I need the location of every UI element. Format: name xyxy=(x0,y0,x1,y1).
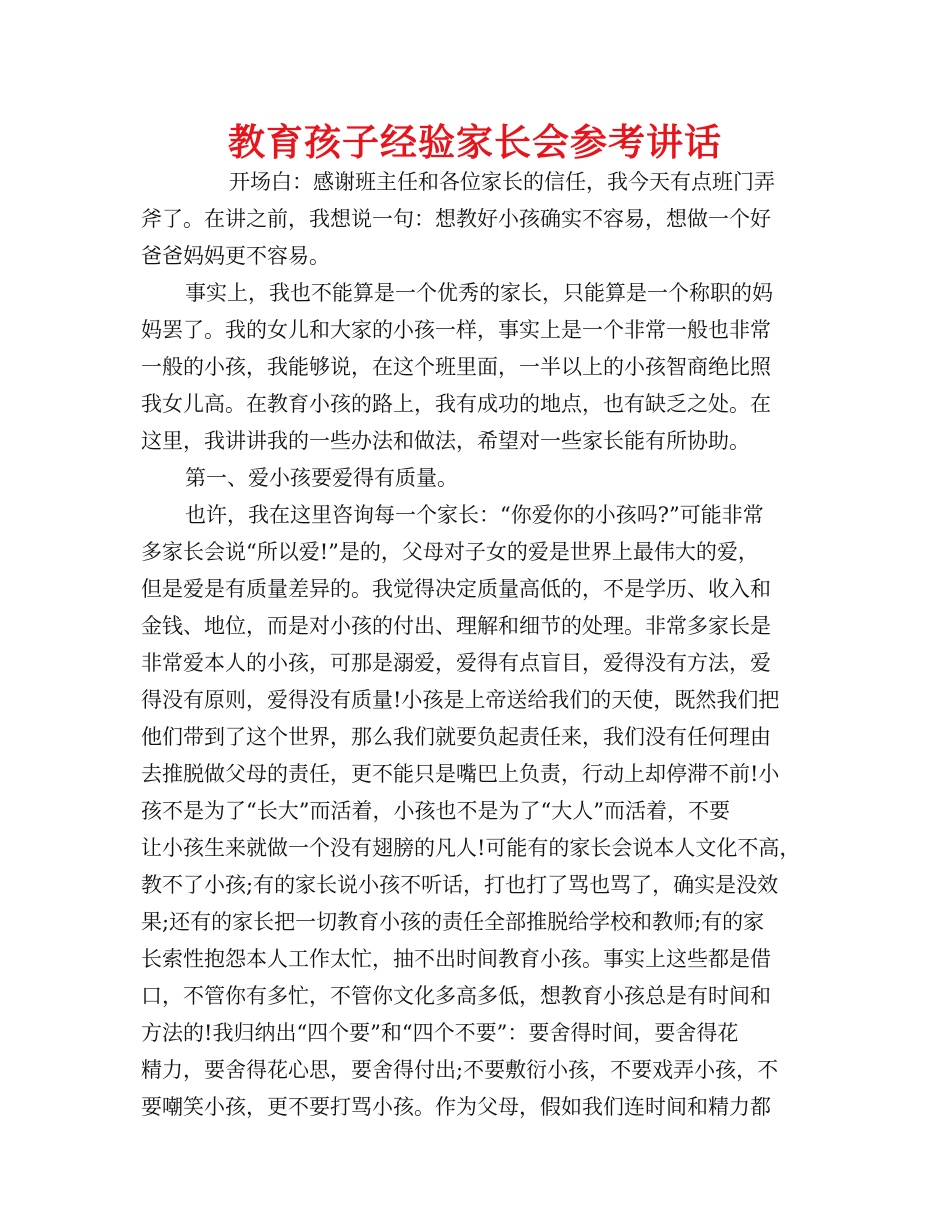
text-line: 但是爱是有质量差异的。我觉得决定质量高低的，不是学历、收入和 xyxy=(141,577,771,601)
text-line: 多家长会说“所以爱!”是的，父母对子女的爱是世界上最伟大的爱， xyxy=(141,540,759,564)
text-line: 精力，要舍得花心思，要舍得付出;不要敷衍小孩，不要戏弄小孩，不 xyxy=(141,1058,779,1082)
text-line: 一般的小孩，我能够说，在这个班里面，一半以上的小孩智商绝比照 xyxy=(141,355,771,379)
text-line: 妈罢了。我的女儿和大家的小孩一样，事实上是一个非常一般也非常 xyxy=(141,318,771,342)
text-line: 开场白：感谢班主任和各位家长的信任，我今天有点班门弄 xyxy=(229,170,775,194)
text-line: 去推脱做父母的责任，更不能只是嘴巴上负责，行动上却停滞不前!小 xyxy=(141,762,780,786)
paragraph-2 xyxy=(141,275,816,460)
text-line: 教不了小孩;有的家长说小孩不听话，打也打了骂也骂了，确实是没效 xyxy=(141,873,779,897)
text-line: 爸爸妈妈更不容易。 xyxy=(141,244,330,268)
text-line: 斧了。在讲之前，我想说一句：想教好小孩确实不容易，想做一个好 xyxy=(141,207,771,231)
document-title: 教育孩子经验家长会参考讲话 xyxy=(228,121,722,164)
text-line: 要嘲笑小孩，更不要打骂小孩。作为父母，假如我们连时间和精力都 xyxy=(141,1095,771,1119)
text-line: 事实上，我也不能算是一个优秀的家长，只能算是一个称职的妈 xyxy=(185,281,773,305)
text-line: 也许，我在这里咨询每一个家长：“你爱你的小孩吗?”可能非常 xyxy=(185,503,764,527)
text-line: 非常爱本人的小孩，可那是溺爱，爱得有点盲目，爱得没有方法，爱 xyxy=(141,651,771,675)
text-line: 方法的!我归纳出“四个要”和“四个不要”：要舍得时间，要舍得花 xyxy=(141,1021,739,1045)
text-line: 得没有原则，爱得没有质量!小孩是上帝送给我们的天使，既然我们把 xyxy=(141,688,780,712)
section-heading xyxy=(141,460,816,497)
text-line: 口，不管你有多忙，不管你文化多高多低，想教育小孩总是有时间和 xyxy=(141,984,771,1008)
paragraph-4 xyxy=(141,497,816,1126)
text-line: 果;还有的家长把一切教育小孩的责任全部推脱给学校和教师;有的家 xyxy=(141,910,765,934)
text-line: 我女儿高。在教育小孩的路上，我有成功的地点，也有缺乏之处。在 xyxy=(141,392,771,416)
document-body xyxy=(141,164,816,1126)
text-line: 孩不是为了“长大”而活着，小孩也不是为了“大人”而活着，不要 xyxy=(141,799,730,823)
text-line: 他们带到了这个世界，那么我们就要负起责任来，我们没有任何理由 xyxy=(141,725,771,749)
text-line: 第一、爱小孩要爱得有质量。 xyxy=(185,466,458,490)
text-line: 这里，我讲讲我的一些办法和做法，希望对一些家长能有所协助。 xyxy=(141,429,750,453)
text-line: 让小孩生来就做一个没有翅膀的凡人!可能有的家长会说本人文化不高， xyxy=(141,836,801,860)
text-line: 金钱、地位，而是对小孩的付出、理解和细节的处理。非常多家长是 xyxy=(141,614,771,638)
paragraph-opening xyxy=(141,164,816,275)
text-line: 长索性抱怨本人工作太忙，抽不出时间教育小孩。事实上这些都是借 xyxy=(141,947,771,971)
